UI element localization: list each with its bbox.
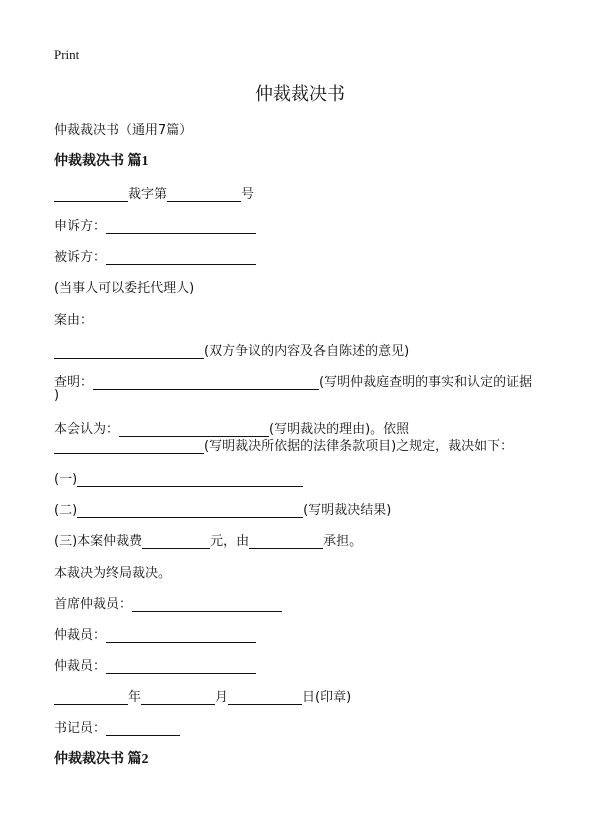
chief-arbitrator-line <box>54 593 282 612</box>
blank-field <box>77 503 303 518</box>
ruling-item-3 <box>54 530 362 549</box>
day-seal-label: 日(印章) <box>302 690 352 705</box>
law-note: (写明裁决所依据的法律条款项目)之规定，裁决如下： <box>204 439 514 454</box>
agent-note: (当事人可以委托代理人) <box>54 281 195 296</box>
blank-field <box>132 597 282 612</box>
print-link[interactable]: Print <box>54 47 80 62</box>
ruling-item-2 <box>54 499 391 518</box>
respondent-label: 被诉方： <box>54 250 107 265</box>
month-label: 月 <box>215 690 229 705</box>
blank-field <box>106 628 256 643</box>
blank-field <box>142 534 210 549</box>
blank-field <box>167 187 241 202</box>
item-3-suffix: 承担。 <box>323 534 363 549</box>
item-2-label: (二) <box>54 503 78 518</box>
final-ruling-note: 本裁决为终局裁决。 <box>54 566 172 581</box>
date-line <box>54 686 351 705</box>
dispute-line <box>54 340 409 359</box>
applicant-label: 申诉方： <box>54 219 107 234</box>
blank-field <box>106 250 256 265</box>
item-3-prefix: (三)本案仲裁费 <box>54 534 143 549</box>
item-3-mid: 元，由 <box>210 534 250 549</box>
dispute-note: (双方争议的内容及各自陈述的意见) <box>204 344 410 359</box>
item-2-note: (写明裁决结果) <box>303 503 392 518</box>
blank-field <box>54 187 128 202</box>
blank-field <box>77 472 303 487</box>
applicant-line <box>54 215 256 234</box>
section-heading-1: 仲裁裁决书 篇1 <box>54 154 149 169</box>
blank-field <box>106 721 180 736</box>
blank-field <box>106 219 256 234</box>
clerk-line <box>54 717 180 736</box>
arbitrator-label: 仲裁员： <box>54 628 107 643</box>
opinion-label: 本会认为： <box>54 422 120 437</box>
case-number-label: 裁字第 <box>128 187 168 202</box>
blank-field <box>228 690 302 705</box>
case-number-line <box>54 183 254 202</box>
document-subtitle: 仲裁裁决书（通用7篇） <box>54 123 193 138</box>
opinion-note: (写明裁决的理由)。依照 <box>269 422 410 437</box>
blank-field <box>141 690 215 705</box>
findings-label: 查明： <box>54 375 94 390</box>
blank-field <box>106 659 256 674</box>
arbitrator-line-1 <box>54 624 256 643</box>
section-heading-2: 仲裁裁决书 篇2 <box>54 752 149 767</box>
findings-close: ) <box>54 388 60 403</box>
clerk-label: 书记员： <box>54 721 107 736</box>
case-number-suffix: 号 <box>241 187 255 202</box>
chief-arbitrator-label: 首席仲裁员： <box>54 597 133 612</box>
respondent-line <box>54 246 256 265</box>
case-cause-label: 案由： <box>54 313 94 328</box>
ruling-item-1 <box>54 468 303 487</box>
findings-line <box>54 371 532 390</box>
law-line <box>54 435 513 454</box>
year-label: 年 <box>128 690 142 705</box>
arbitrator-line-2 <box>54 655 256 674</box>
blank-field <box>93 375 319 390</box>
findings-note: (写明仲裁庭查明的事实和认定的证据 <box>319 375 533 390</box>
page-title: 仲裁裁决书 <box>255 84 345 105</box>
blank-field <box>54 439 204 454</box>
blank-field <box>54 344 204 359</box>
arbitrator-label: 仲裁员： <box>54 659 107 674</box>
item-1-label: (一) <box>54 472 78 487</box>
blank-field <box>54 690 128 705</box>
blank-field <box>249 534 323 549</box>
